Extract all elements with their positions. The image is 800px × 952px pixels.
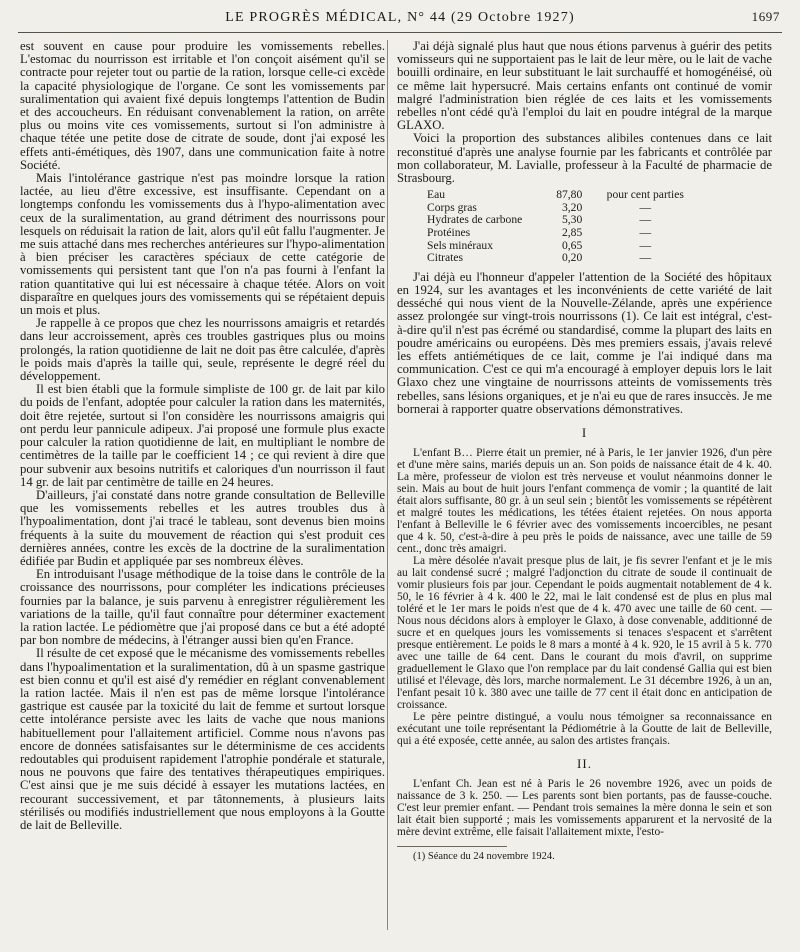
right-column bbox=[397, 40, 772, 940]
footnote-rule bbox=[397, 846, 507, 847]
composition-name: Corps gras bbox=[427, 200, 477, 214]
composition-row bbox=[427, 227, 704, 240]
composition-unit: — bbox=[639, 226, 652, 240]
column-divider bbox=[387, 40, 388, 930]
paragraph: est souvent en cause pour produire les vomissements rebelles. L'estomac du nourrisson est irritable et l'on conçoit aisément qu'il se contracte pour rejeter tout ou partie de la ration, lorsque celle-ci excède la capacité physiologique de l'organe. Ce sont les vomissements par suralimentation qui avaient fixé depuis longtemps l'attention de Budin et des accoucheurs. En réduisant convenablement la ration, on arrête plus ou moins vite ces vomissements, surtout si l'on administre à chaque tétée une petite dose de citrate de soude, dont j'ai exposé les effets anti-émétiques, dès 1907, dans une communication faite à notre Société. bbox=[20, 40, 385, 172]
left-column bbox=[20, 40, 385, 940]
composition-value: 3,20 bbox=[561, 200, 583, 214]
composition-value: 5,30 bbox=[561, 213, 583, 227]
composition-value: 0,65 bbox=[561, 238, 583, 252]
header-rule bbox=[18, 32, 782, 33]
composition-unit: — bbox=[639, 200, 652, 214]
paragraph: Il est bien établi que la formule simpliste de 100 gr. de lait par kilo du poids de l'enfant, adoptée pour calculer la ration dans les maternités, doit être rejetée, surtout si l'on considère les nourrissons amaigris qui ont perdu leur pannicule adipeux. J'ai proposé une formule plus exacte pour calculer la ration quotidienne de lait, en multipliant le nombre de centimètres de la taille par le coefficient 14 ; ce qui revient à dire que pour subvenir aux besoins nutritifs et caloriques d'un nourrisson il faut 14 gr. de lait par centimètre de taille en 24 heures. bbox=[20, 382, 385, 489]
paragraph: Voici la proportion des substances alibiles contenues dans ce lait reconstitué d'après une analyse fournie par les fabricants et contrôlée par mon collaborateur, M. Lavialle, professeur à la Faculté de pharmacie de Strasbourg. bbox=[397, 131, 772, 186]
composition-name: Hydrates de carbone bbox=[427, 213, 523, 227]
composition-row bbox=[427, 252, 704, 265]
paragraph: J'ai déjà signalé plus haut que nous étions parvenus à guérir des petits vomisseurs qui ne supportaient pas le lait de leur mère, ou le lait de vache bouilli ordinaire, en leur substituant le lait surchauffé et homogénéisé, où ce même lait hypersucré. Mais certains enfants ont continué de vomir malgré l'administration bien réglée de ces laits et les vomissements rebelles n'ont cédé qu'à l'emploi du lait en poudre intégral de la marque GLAXO. bbox=[397, 40, 772, 133]
observation-paragraph: L'enfant Ch. Jean est né à Paris le 26 novembre 1926, avec un poids de naissance de 3 k. 250. — Les parents sont bien portants, pas de fausse-couche. C'est leur premier enfant. — Pendant trois semaines la mère donna le sein et son lait était bien supporté ; mais les vomissements apparurent et la nervosité de la mère devint extrême, elle faisait l'allaitement mixte, l'esto- bbox=[397, 778, 772, 839]
composition-unit: pour cent parties bbox=[606, 188, 684, 202]
composition-value: 0,20 bbox=[561, 251, 583, 265]
paragraph: En introduisant l'usage méthodique de la toise dans le contrôle de la croissance des nourrissons, pour compléter les indications précieuses fournies par la balance, je suis parvenu à enregistrer régulièrement les variations de la taille, qu'il faut connaître pour déterminer exactement la ration lactée. Le pédiomètre que j'ai proposé dans ce but a été adopté par bon nombre de médecins, à l'étranger aussi bien qu'en France. bbox=[20, 567, 385, 648]
composition-name: Sels minéraux bbox=[427, 238, 494, 252]
running-header bbox=[20, 9, 780, 31]
paragraph: Je rappelle à ce propos que chez les nourrissons amaigris et retardés dans leur accroissement, après ces troubles gastriques plus ou moins prolongés, la ration quotidienne de lait ne doit pas être calculée, d'après le poids mais d'après la taille qui, seule, représente le degré réel du développement. bbox=[20, 316, 385, 384]
composition-unit: — bbox=[639, 213, 652, 227]
journal-title: LE PROGRÈS MÉDICAL, N° 44 (29 Octobre 1927) bbox=[225, 10, 575, 25]
composition-table bbox=[427, 189, 704, 265]
paragraph: J'ai déjà eu l'honneur d'appeler l'attention de la Société des hôpitaux en 1924, sur les avantages et les inconvénients de cette variété de lait desséché qui nous vient de la Nouvelle-Zélande, après une expérience assez prolongée sur vingt-trois nourrissons (1). Ce lait est intégral, c'est-à-dire qu'il n'est pas écrémé ou standardisé, comme la plupart des laits en poudre américains ou européens. Dès mes premiers essais, j'avais relevé les effets antiémétiques de ce lait, comme je l'ai indiqué dans ma communication. C'est ce qui m'a encouragé à employer depuis lors le lait Glaxo chez une vingtaine de nourrissons atteints de vomissements très rebelles, sans lésions organiques, et je n'ai eu que de rares insuccès. Je me bornerai à rapporter quatre observations démonstratives. bbox=[397, 269, 772, 416]
observation-paragraph: La mère désolée n'avait presque plus de lait, je fis sevrer l'enfant et je le mis au lait condensé sucré ; malgré l'adjonction du citrate de soude il continuait de vomir plusieurs fois par jour. Cependant le poids augmentait notablement de 4 k. 50, le 16 février à 4 k. 400 le 22, mai le lait condensé est de plus en plus mal toléré et le 1er mars le poids n'est que de 4 k. 470 avec une taille de 60 cent. — Nous nous décidons alors à employer le Glaxo, à dose convenable, additionné de sucre et en quelques jours les vomissements si tenaces s'espacent et s'arrêtent presque entièrement. Le poids le 8 mars a monté à 4 k. 920, le 15 avril à 5 k. 770 avec une taille de 64 cent. Dans le courant du mois d'avril, on supprime graduellement le Glaxo que l'on remplace par du lait condensé Gallia qui est bien utilisé et l'élevage, dès lors, marche normalement. Le 31 décembre 1926, à un an, l'enfant pesait 10 k. 380 avec une taille de 77 cent il était donc en anticipation de croissance. bbox=[397, 555, 772, 712]
observation-paragraph: Le père peintre distingué, a voulu nous témoigner sa reconnaissance en exécutant une toile représentant la Pédiométrie à la Goutte de lait de Belleville, qui a été exposée, cette année, au salon des artistes français. bbox=[397, 711, 772, 748]
composition-name: Citrates bbox=[427, 251, 464, 265]
composition-name: Eau bbox=[427, 188, 446, 202]
section-heading: II. bbox=[577, 756, 592, 772]
footnote: (1) Séance du 24 novembre 1924. bbox=[413, 851, 555, 863]
paragraph: Mais l'intolérance gastrique n'est pas moindre lorsque la ration lactée, au lieu d'être excessive, est insuffisante. Cependant on a longtemps confondu les vomissements dus à l'hypo-alimentation avec ceux de la suralimentation, au grand détriment des nourrissons pour lesquels on réduisait la ration de lait, alors qu'il eût fallu l'augmenter. Je me suis attaché dans mes recherches antérieures sur l'hypo-alimentation à bien préciser les caractères spéciaux de cette catégorie de vomissements qui persistent tant que l'on n'a pas fourni à l'enfant la ration quantitative qui lui est nécessaire à chaque tétée. Alors on voit disparaître en quelques jours des vomissements qui se répétaient depuis un mois et plus. bbox=[20, 171, 385, 318]
section-heading: I bbox=[581, 425, 588, 441]
composition-name: Protéines bbox=[427, 226, 471, 240]
composition-unit: — bbox=[639, 251, 652, 265]
page-number: 1697 bbox=[751, 9, 780, 24]
observation-paragraph: L'enfant B… Pierre était un premier, né à Paris, le 1er janvier 1926, d'un père et d'une mère sains, mariés depuis un an. Son poids de naissance était de 4 k. 40. La mère, professeur de violon est très nerveuse et voulut néanmoins donner le sein. Mais au bout de huit jours l'enfant commença de vomir ; la quantité de lait était alors suffisante, 80 gr. à un seul sein ; bientôt les vomissements se répétèrent et malgré toutes les médications, les tétées étaient rejetées. On nous apporta l'enfant à Belleville le 6 février avec des vomissements incoercibles, ne pesant que 4 k. 50, c'est-à-dire à peu près le poids de naissance, avec une taille de 59 cent., donc très amaigri. bbox=[397, 447, 772, 556]
composition-value: 87,80 bbox=[556, 188, 583, 202]
composition-unit: — bbox=[639, 238, 652, 252]
composition-value: 2,85 bbox=[561, 226, 583, 240]
paragraph: D'ailleurs, j'ai constaté dans notre grande consultation de Belleville que les vomissements rebelles et les autres troubles dus à l'hypoalimentation, dont j'ai tracé le tableau, sont devenus bien moins fréquents à la suite du mouvement de réaction qui s'est produit ces dernières années, contre les excès de la doctrine de la suralimentation édifiée par Budin et appliquée par ses nombreux élèves. bbox=[20, 487, 385, 568]
paragraph: Il résulte de cet exposé que le mécanisme des vomissements rebelles dans l'hypoalimentation et la suralimentation, dû à un spasme gastrique est bien connu et qu'il est aisé d'y remédier en réglant convenablement la ration lactée. Mais il n'en est pas de même lorsque l'intolérance gastrique est causée par la toxicité du lait de femme et surtout lorsque cette intolérance persiste avec les laits de vache que nous manions habituellement pour l'allaitement artificiel. Comme nous n'avons pas encore de données satisfaisantes sur le déterminisme de ces accidents redoutables qui produisent rapidement l'atrophie pondérale et staturale, nous ne pouvons que faire des tentatives thérapeutiques empiriques. C'est ainsi que je me suis décidé à essayer les mutations lactées, en recourant successivement, et par tâtonnements, à plusieurs laits stérilisés ou modifiés industriellement que nous employons à la Goutte de lait de Belleville. bbox=[20, 646, 385, 832]
composition-row bbox=[427, 189, 704, 202]
